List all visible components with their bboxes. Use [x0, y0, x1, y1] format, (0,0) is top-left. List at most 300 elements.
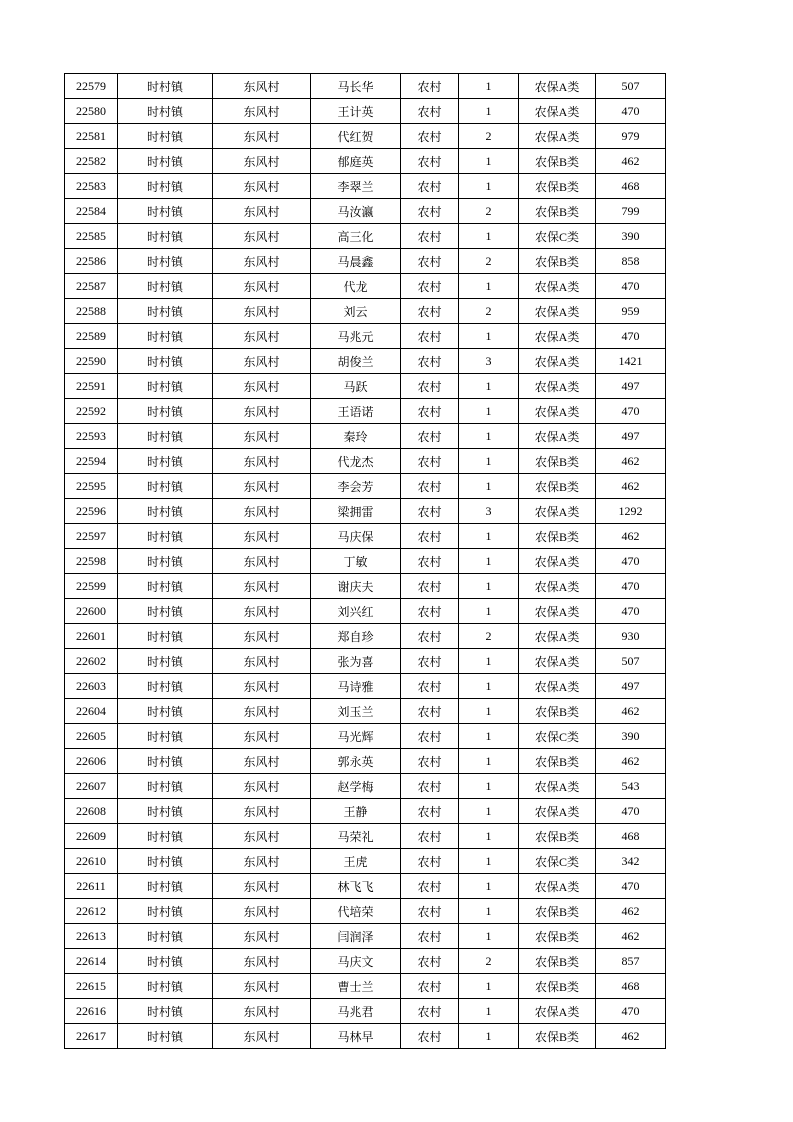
- cell-count: 1: [459, 599, 519, 624]
- cell-village: 东风村: [213, 399, 311, 424]
- cell-type: 农村: [401, 374, 459, 399]
- table-row: [65, 249, 666, 274]
- cell-name: 郭永英: [311, 749, 401, 774]
- table-row: [65, 274, 666, 299]
- cell-name: 马兆元: [311, 324, 401, 349]
- cell-type: 农村: [401, 99, 459, 124]
- table-row: [65, 324, 666, 349]
- cell-type: 农村: [401, 999, 459, 1024]
- table-row: [65, 199, 666, 224]
- cell-name: 闫润泽: [311, 924, 401, 949]
- cell-village: 东风村: [213, 749, 311, 774]
- cell-name: 代红贺: [311, 124, 401, 149]
- table-body: [65, 74, 666, 1049]
- cell-amount: 462: [596, 149, 666, 174]
- cell-id: 22603: [65, 674, 118, 699]
- cell-village: 东风村: [213, 774, 311, 799]
- table-row: [65, 924, 666, 949]
- cell-name: 马林早: [311, 1024, 401, 1049]
- cell-town: 时村镇: [118, 499, 213, 524]
- table-row: [65, 974, 666, 999]
- cell-type: 农村: [401, 324, 459, 349]
- cell-count: 2: [459, 124, 519, 149]
- table-row: [65, 549, 666, 574]
- cell-town: 时村镇: [118, 524, 213, 549]
- cell-count: 1: [459, 524, 519, 549]
- cell-name: 马兆君: [311, 999, 401, 1024]
- cell-town: 时村镇: [118, 924, 213, 949]
- document-sheet: [64, 73, 666, 1049]
- cell-name: 王语诺: [311, 399, 401, 424]
- cell-id: 22604: [65, 699, 118, 724]
- cell-village: 东风村: [213, 174, 311, 199]
- cell-amount: 470: [596, 399, 666, 424]
- cell-amount: 468: [596, 974, 666, 999]
- cell-town: 时村镇: [118, 824, 213, 849]
- cell-count: 1: [459, 849, 519, 874]
- cell-town: 时村镇: [118, 799, 213, 824]
- cell-town: 时村镇: [118, 424, 213, 449]
- cell-id: 22585: [65, 224, 118, 249]
- table-row: [65, 699, 666, 724]
- cell-id: 22609: [65, 824, 118, 849]
- cell-name: 代培荣: [311, 899, 401, 924]
- cell-village: 东风村: [213, 199, 311, 224]
- cell-name: 李翠兰: [311, 174, 401, 199]
- cell-amount: 462: [596, 924, 666, 949]
- cell-count: 1: [459, 724, 519, 749]
- cell-type: 农村: [401, 124, 459, 149]
- table-row: [65, 499, 666, 524]
- cell-town: 时村镇: [118, 724, 213, 749]
- cell-village: 东风村: [213, 699, 311, 724]
- cell-amount: 470: [596, 574, 666, 599]
- cell-village: 东风村: [213, 674, 311, 699]
- cell-name: 马庆文: [311, 949, 401, 974]
- cell-name: 刘兴红: [311, 599, 401, 624]
- cell-amount: 470: [596, 874, 666, 899]
- cell-type: 农村: [401, 474, 459, 499]
- cell-count: 1: [459, 774, 519, 799]
- cell-town: 时村镇: [118, 949, 213, 974]
- cell-village: 东风村: [213, 474, 311, 499]
- cell-village: 东风村: [213, 899, 311, 924]
- cell-id: 22597: [65, 524, 118, 549]
- cell-amount: 930: [596, 624, 666, 649]
- cell-amount: 507: [596, 649, 666, 674]
- cell-name: 秦玲: [311, 424, 401, 449]
- cell-count: 2: [459, 949, 519, 974]
- cell-name: 张为喜: [311, 649, 401, 674]
- cell-name: 高三化: [311, 224, 401, 249]
- cell-town: 时村镇: [118, 649, 213, 674]
- cell-count: 1: [459, 174, 519, 199]
- cell-category: 农保A类: [519, 499, 596, 524]
- table-row: [65, 349, 666, 374]
- cell-village: 东风村: [213, 724, 311, 749]
- cell-name: 马庆保: [311, 524, 401, 549]
- cell-id: 22607: [65, 774, 118, 799]
- cell-town: 时村镇: [118, 374, 213, 399]
- cell-category: 农保A类: [519, 574, 596, 599]
- cell-count: 2: [459, 199, 519, 224]
- cell-name: 马跃: [311, 374, 401, 399]
- table-row: [65, 724, 666, 749]
- cell-name: 丁敏: [311, 549, 401, 574]
- cell-id: 22605: [65, 724, 118, 749]
- cell-name: 马长华: [311, 74, 401, 99]
- cell-amount: 543: [596, 774, 666, 799]
- cell-category: 农保A类: [519, 124, 596, 149]
- cell-type: 农村: [401, 149, 459, 174]
- cell-count: 1: [459, 1024, 519, 1049]
- cell-category: 农保C类: [519, 724, 596, 749]
- cell-category: 农保B类: [519, 474, 596, 499]
- table-row: [65, 299, 666, 324]
- cell-type: 农村: [401, 599, 459, 624]
- cell-id: 22589: [65, 324, 118, 349]
- cell-town: 时村镇: [118, 299, 213, 324]
- cell-count: 1: [459, 424, 519, 449]
- cell-count: 1: [459, 899, 519, 924]
- cell-id: 22614: [65, 949, 118, 974]
- cell-type: 农村: [401, 874, 459, 899]
- cell-town: 时村镇: [118, 874, 213, 899]
- cell-town: 时村镇: [118, 324, 213, 349]
- table-row: [65, 599, 666, 624]
- cell-town: 时村镇: [118, 224, 213, 249]
- cell-count: 1: [459, 574, 519, 599]
- cell-id: 22615: [65, 974, 118, 999]
- cell-village: 东风村: [213, 874, 311, 899]
- cell-type: 农村: [401, 624, 459, 649]
- cell-amount: 390: [596, 724, 666, 749]
- cell-count: 2: [459, 624, 519, 649]
- cell-name: 曹士兰: [311, 974, 401, 999]
- cell-name: 马汝瀛: [311, 199, 401, 224]
- cell-village: 东风村: [213, 799, 311, 824]
- cell-village: 东风村: [213, 224, 311, 249]
- table-row: [65, 74, 666, 99]
- cell-town: 时村镇: [118, 349, 213, 374]
- table-row: [65, 674, 666, 699]
- cell-type: 农村: [401, 849, 459, 874]
- cell-count: 1: [459, 649, 519, 674]
- cell-town: 时村镇: [118, 674, 213, 699]
- cell-id: 22582: [65, 149, 118, 174]
- cell-count: 1: [459, 399, 519, 424]
- cell-amount: 497: [596, 674, 666, 699]
- cell-type: 农村: [401, 899, 459, 924]
- cell-count: 1: [459, 874, 519, 899]
- cell-category: 农保A类: [519, 349, 596, 374]
- cell-category: 农保A类: [519, 649, 596, 674]
- cell-town: 时村镇: [118, 849, 213, 874]
- cell-name: 郁庭英: [311, 149, 401, 174]
- cell-amount: 462: [596, 449, 666, 474]
- cell-category: 农保A类: [519, 799, 596, 824]
- cell-id: 22598: [65, 549, 118, 574]
- cell-village: 东风村: [213, 374, 311, 399]
- table-row: [65, 424, 666, 449]
- cell-id: 22594: [65, 449, 118, 474]
- cell-village: 东风村: [213, 299, 311, 324]
- cell-id: 22579: [65, 74, 118, 99]
- cell-count: 2: [459, 249, 519, 274]
- cell-town: 时村镇: [118, 449, 213, 474]
- cell-village: 东风村: [213, 324, 311, 349]
- table-row: [65, 824, 666, 849]
- cell-id: 22617: [65, 1024, 118, 1049]
- cell-name: 胡俊兰: [311, 349, 401, 374]
- cell-type: 农村: [401, 674, 459, 699]
- cell-type: 农村: [401, 249, 459, 274]
- cell-name: 马荣礼: [311, 824, 401, 849]
- cell-village: 东风村: [213, 599, 311, 624]
- cell-name: 刘云: [311, 299, 401, 324]
- cell-type: 农村: [401, 974, 459, 999]
- records-table: [64, 73, 666, 1049]
- cell-amount: 390: [596, 224, 666, 249]
- cell-amount: 470: [596, 324, 666, 349]
- cell-amount: 857: [596, 949, 666, 974]
- cell-village: 东风村: [213, 449, 311, 474]
- cell-count: 1: [459, 449, 519, 474]
- cell-id: 22600: [65, 599, 118, 624]
- cell-amount: 858: [596, 249, 666, 274]
- table-row: [65, 574, 666, 599]
- cell-type: 农村: [401, 74, 459, 99]
- cell-category: 农保B类: [519, 974, 596, 999]
- cell-town: 时村镇: [118, 749, 213, 774]
- cell-id: 22586: [65, 249, 118, 274]
- cell-type: 农村: [401, 199, 459, 224]
- cell-village: 东风村: [213, 124, 311, 149]
- table-row: [65, 949, 666, 974]
- cell-type: 农村: [401, 349, 459, 374]
- cell-town: 时村镇: [118, 899, 213, 924]
- cell-type: 农村: [401, 574, 459, 599]
- cell-town: 时村镇: [118, 549, 213, 574]
- cell-town: 时村镇: [118, 274, 213, 299]
- cell-town: 时村镇: [118, 99, 213, 124]
- cell-type: 农村: [401, 649, 459, 674]
- cell-id: 22581: [65, 124, 118, 149]
- cell-name: 王虎: [311, 849, 401, 874]
- cell-category: 农保B类: [519, 449, 596, 474]
- cell-name: 王计英: [311, 99, 401, 124]
- cell-name: 马诗雅: [311, 674, 401, 699]
- cell-name: 刘玉兰: [311, 699, 401, 724]
- cell-category: 农保B类: [519, 824, 596, 849]
- cell-village: 东风村: [213, 424, 311, 449]
- cell-count: 1: [459, 99, 519, 124]
- cell-amount: 462: [596, 524, 666, 549]
- cell-category: 农保A类: [519, 324, 596, 349]
- cell-id: 22591: [65, 374, 118, 399]
- cell-type: 农村: [401, 699, 459, 724]
- cell-amount: 799: [596, 199, 666, 224]
- cell-town: 时村镇: [118, 74, 213, 99]
- table-row: [65, 524, 666, 549]
- cell-type: 农村: [401, 824, 459, 849]
- cell-id: 22592: [65, 399, 118, 424]
- cell-count: 1: [459, 799, 519, 824]
- cell-name: 郑自珍: [311, 624, 401, 649]
- cell-count: 1: [459, 149, 519, 174]
- table-row: [65, 149, 666, 174]
- cell-id: 22588: [65, 299, 118, 324]
- cell-count: 1: [459, 324, 519, 349]
- cell-village: 东风村: [213, 574, 311, 599]
- cell-count: 1: [459, 549, 519, 574]
- cell-category: 农保A类: [519, 624, 596, 649]
- table-row: [65, 649, 666, 674]
- cell-town: 时村镇: [118, 624, 213, 649]
- cell-type: 农村: [401, 1024, 459, 1049]
- cell-village: 东风村: [213, 274, 311, 299]
- cell-id: 22608: [65, 799, 118, 824]
- table-row: [65, 749, 666, 774]
- cell-type: 农村: [401, 724, 459, 749]
- cell-town: 时村镇: [118, 399, 213, 424]
- cell-category: 农保B类: [519, 749, 596, 774]
- table-row: [65, 799, 666, 824]
- cell-amount: 470: [596, 549, 666, 574]
- cell-town: 时村镇: [118, 699, 213, 724]
- cell-type: 农村: [401, 549, 459, 574]
- cell-village: 东风村: [213, 624, 311, 649]
- cell-category: 农保A类: [519, 599, 596, 624]
- cell-amount: 462: [596, 899, 666, 924]
- cell-amount: 507: [596, 74, 666, 99]
- cell-count: 1: [459, 999, 519, 1024]
- cell-amount: 497: [596, 374, 666, 399]
- cell-name: 赵学梅: [311, 774, 401, 799]
- cell-town: 时村镇: [118, 1024, 213, 1049]
- cell-amount: 979: [596, 124, 666, 149]
- cell-amount: 470: [596, 599, 666, 624]
- table-row: [65, 99, 666, 124]
- cell-category: 农保A类: [519, 549, 596, 574]
- table-row: [65, 374, 666, 399]
- cell-category: 农保A类: [519, 274, 596, 299]
- cell-name: 李会芳: [311, 474, 401, 499]
- cell-category: 农保A类: [519, 74, 596, 99]
- cell-name: 马光辉: [311, 724, 401, 749]
- cell-town: 时村镇: [118, 999, 213, 1024]
- cell-id: 22583: [65, 174, 118, 199]
- cell-name: 梁拥雷: [311, 499, 401, 524]
- cell-village: 东风村: [213, 99, 311, 124]
- cell-type: 农村: [401, 174, 459, 199]
- cell-category: 农保B类: [519, 199, 596, 224]
- table-row: [65, 999, 666, 1024]
- cell-amount: 342: [596, 849, 666, 874]
- table-row: [65, 874, 666, 899]
- cell-name: 王静: [311, 799, 401, 824]
- cell-id: 22599: [65, 574, 118, 599]
- cell-town: 时村镇: [118, 199, 213, 224]
- cell-id: 22580: [65, 99, 118, 124]
- cell-amount: 497: [596, 424, 666, 449]
- cell-id: 22593: [65, 424, 118, 449]
- cell-id: 22612: [65, 899, 118, 924]
- cell-category: 农保B类: [519, 949, 596, 974]
- cell-town: 时村镇: [118, 249, 213, 274]
- cell-name: 代龙杰: [311, 449, 401, 474]
- cell-amount: 959: [596, 299, 666, 324]
- cell-amount: 462: [596, 749, 666, 774]
- cell-town: 时村镇: [118, 474, 213, 499]
- cell-village: 东风村: [213, 1024, 311, 1049]
- cell-type: 农村: [401, 949, 459, 974]
- cell-town: 时村镇: [118, 774, 213, 799]
- cell-village: 东风村: [213, 824, 311, 849]
- cell-category: 农保A类: [519, 399, 596, 424]
- cell-village: 东风村: [213, 924, 311, 949]
- cell-category: 农保B类: [519, 149, 596, 174]
- cell-village: 东风村: [213, 999, 311, 1024]
- cell-amount: 470: [596, 274, 666, 299]
- table-row: [65, 124, 666, 149]
- cell-count: 1: [459, 824, 519, 849]
- cell-village: 东风村: [213, 649, 311, 674]
- table-row: [65, 624, 666, 649]
- cell-category: 农保A类: [519, 299, 596, 324]
- cell-id: 22596: [65, 499, 118, 524]
- cell-id: 22616: [65, 999, 118, 1024]
- cell-amount: 462: [596, 1024, 666, 1049]
- cell-name: 马晨鑫: [311, 249, 401, 274]
- cell-count: 1: [459, 699, 519, 724]
- cell-village: 东风村: [213, 849, 311, 874]
- cell-category: 农保C类: [519, 224, 596, 249]
- cell-town: 时村镇: [118, 124, 213, 149]
- cell-category: 农保C类: [519, 849, 596, 874]
- cell-type: 农村: [401, 424, 459, 449]
- cell-category: 农保A类: [519, 874, 596, 899]
- cell-type: 农村: [401, 399, 459, 424]
- cell-amount: 1292: [596, 499, 666, 524]
- cell-category: 农保B类: [519, 899, 596, 924]
- cell-type: 农村: [401, 449, 459, 474]
- table-row: [65, 449, 666, 474]
- cell-village: 东风村: [213, 524, 311, 549]
- cell-type: 农村: [401, 524, 459, 549]
- cell-amount: 470: [596, 99, 666, 124]
- cell-amount: 468: [596, 174, 666, 199]
- cell-village: 东风村: [213, 74, 311, 99]
- cell-id: 22587: [65, 274, 118, 299]
- table-row: [65, 399, 666, 424]
- cell-category: 农保B类: [519, 1024, 596, 1049]
- table-row: [65, 774, 666, 799]
- cell-category: 农保A类: [519, 674, 596, 699]
- cell-town: 时村镇: [118, 174, 213, 199]
- cell-amount: 462: [596, 474, 666, 499]
- cell-amount: 470: [596, 999, 666, 1024]
- cell-count: 2: [459, 299, 519, 324]
- cell-amount: 468: [596, 824, 666, 849]
- cell-category: 农保B类: [519, 924, 596, 949]
- cell-id: 22602: [65, 649, 118, 674]
- cell-town: 时村镇: [118, 574, 213, 599]
- cell-id: 22601: [65, 624, 118, 649]
- cell-town: 时村镇: [118, 974, 213, 999]
- cell-name: 林飞飞: [311, 874, 401, 899]
- cell-type: 农村: [401, 224, 459, 249]
